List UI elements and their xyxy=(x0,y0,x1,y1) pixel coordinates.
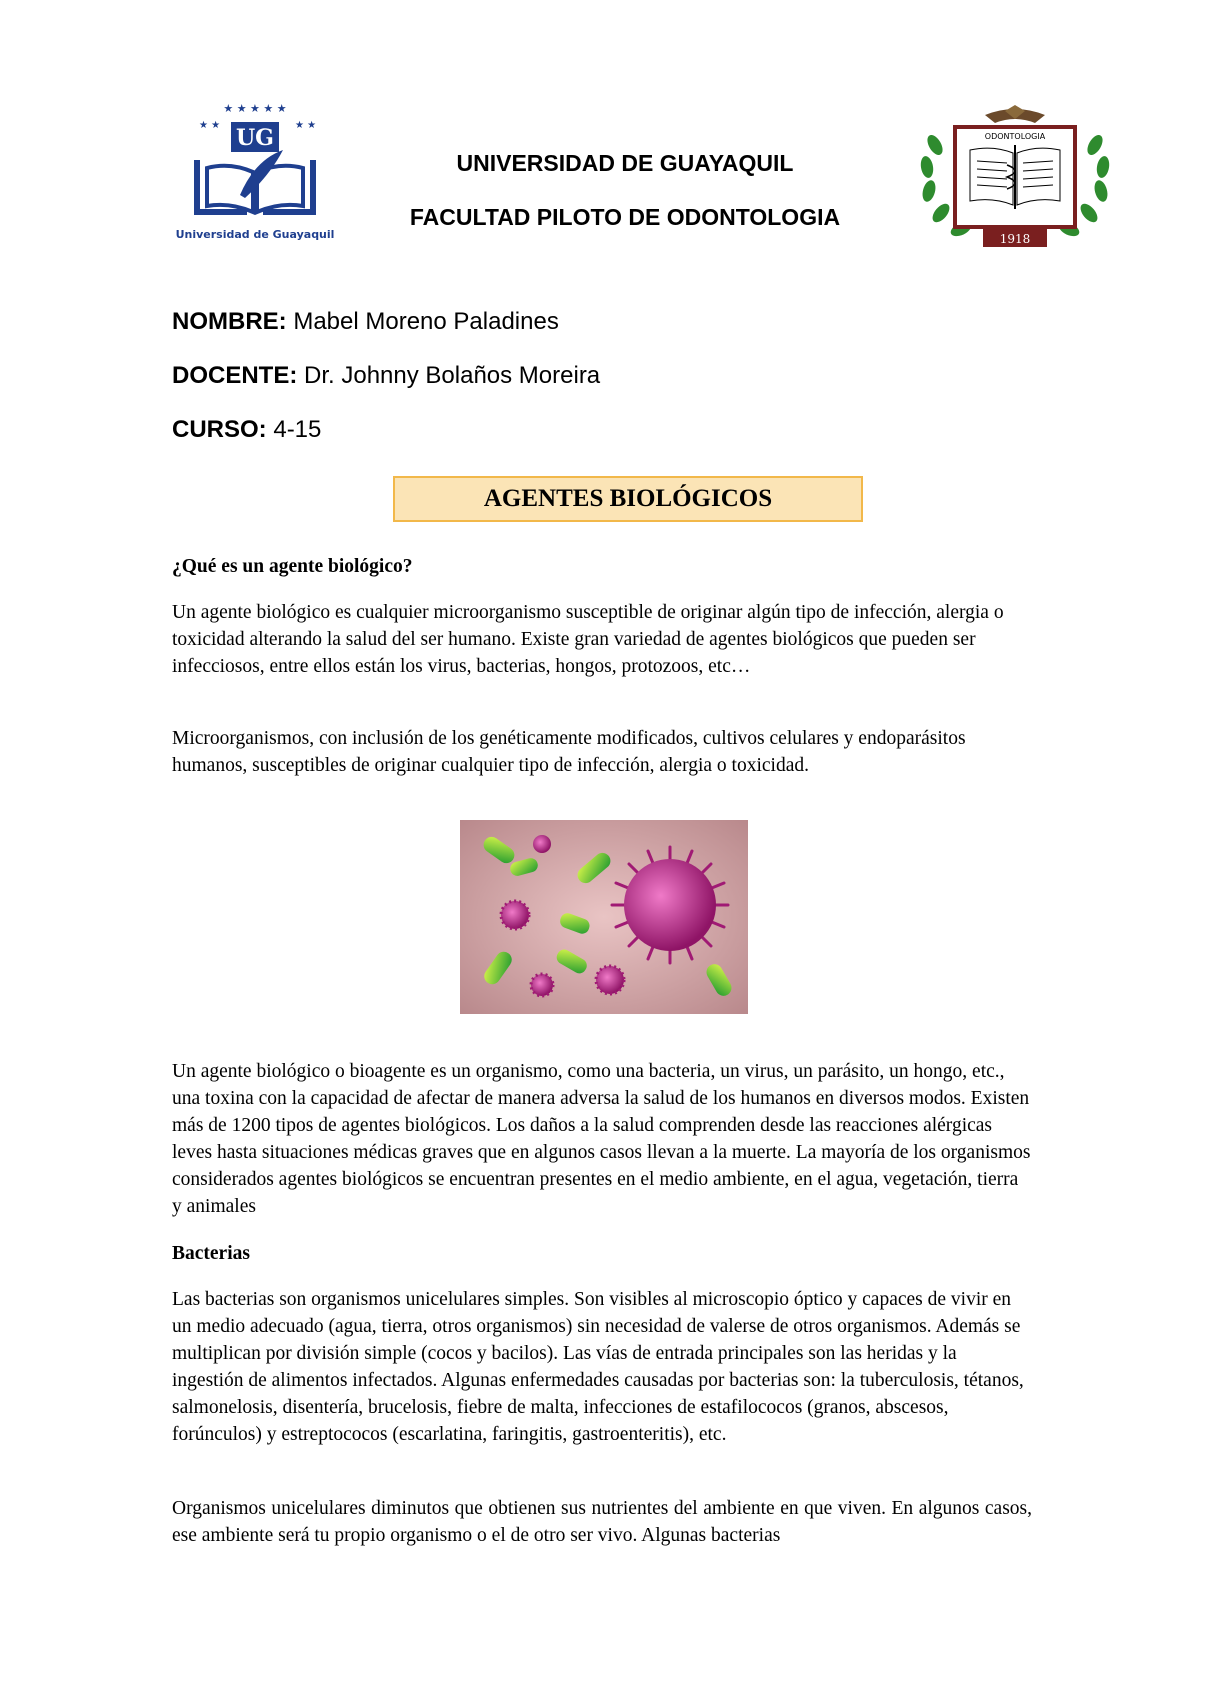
student-name-value: Mabel Moreno Paladines xyxy=(286,308,559,335)
student-name-field xyxy=(172,308,559,336)
course-value: 4-15 xyxy=(266,416,322,443)
paragraph-text: Un agente biológico o bioagente es un organismo, como una bacteria, un virus, un parásito, un hongo, etc., una toxina con la capacidad de afectar de manera adversa la salud de los humanos en diversos modos. Existen más de 1200 tipos de agentes biológicos. Los daños a la salud comprenden desde las reacciones alérgicas leves hasta situaciones médicas graves que en algunos casos llevan a la muerte. La mayoría de los organismos considerados agentes biológicos se encuentran presentes en el medio ambiente, en el agua, vegetación, tierra y animales xyxy=(172,1061,1031,1217)
paragraph-text: Microorganismos, con inclusión de los genéticamente modificados, cultivos celulares y endoparásitos humanos, susceptibles de originar cualquier tipo de infección, alergia o toxicidad. xyxy=(172,728,966,776)
course-field xyxy=(172,416,321,444)
bacteria-heading: Bacterias xyxy=(172,1243,250,1264)
svg-text:★ ★ ★ ★ ★: ★ ★ ★ ★ ★ xyxy=(223,102,287,115)
teacher-label: DOCENTE: xyxy=(172,362,298,389)
svg-text:★ ★: ★ ★ xyxy=(199,120,221,131)
faculty-name: FACULTAD PILOTO DE ODONTOLOGIA xyxy=(409,204,841,230)
teacher-value: Dr. Johnny Bolaños Moreira xyxy=(297,362,601,389)
university-name: UNIVERSIDAD DE GUAYAQUIL xyxy=(456,150,794,176)
student-name-label: NOMBRE: xyxy=(172,308,287,335)
faculty-seal-label: ODONTOLOGIA xyxy=(984,132,1046,141)
university-logo-caption: Universidad de Guayaquil xyxy=(175,228,335,241)
paragraph-definition xyxy=(172,599,1032,680)
faculty-seal-logo xyxy=(915,105,1115,248)
paragraph-bioagent xyxy=(172,1058,1032,1220)
teacher-field xyxy=(172,362,600,390)
svg-text:★ ★: ★ ★ xyxy=(295,120,317,131)
faculty-seal-year: 1918 xyxy=(999,232,1031,246)
paragraph-bacteria xyxy=(172,1286,1032,1448)
document-title: AGENTES BIOLÓGICOS xyxy=(393,476,863,522)
paragraph-text: Las bacterias son organismos unicelulares simples. Son visibles al microscopio óptico y capaces de vivir en un medio adecuado (agua, tierra, otros organismos) sin necesidad de valerse de otros organismos. Además se multiplican por división simple (cocos y bacilos). Las vías de entrada principales son las heridas y la ingestión de alimentos infectados. Algunas enfermedades causadas por bacterias son: la tuberculosis, tétanos, salmonelosis, disentería, brucelosis, fiebre de malta, infecciones de estafilococos (granos, abscesos, forúnculos) y estreptococos (escarlatina, faringitis, gastroenteritis), etc. xyxy=(172,1289,1024,1445)
paragraph-text: Organismos unicelulares diminutos que obtienen sus nutrientes del ambiente en que viven. En algunos casos, ese ambiente será tu propio organismo o el de otro ser vivo. Algunas bacterias xyxy=(172,1498,1032,1546)
paragraph-unicellular xyxy=(172,1495,1032,1549)
course-label: CURSO: xyxy=(172,416,267,443)
paragraph-microorganisms xyxy=(172,725,1032,779)
microorganisms-illustration xyxy=(460,820,748,1014)
question-heading: ¿Qué es un agente biológico? xyxy=(172,556,413,577)
svg-text:UG: UG xyxy=(236,125,274,151)
paragraph-text: Un agente biológico es cualquier microorganismo susceptible de originar algún tipo de infección, alergia o toxicidad alterando la salud del ser humano. Existe gran variedad de agentes biológicos que pueden ser infecciosos, entre ellos están los virus, bacterias, hongos, protozoos, etc… xyxy=(172,602,1004,677)
